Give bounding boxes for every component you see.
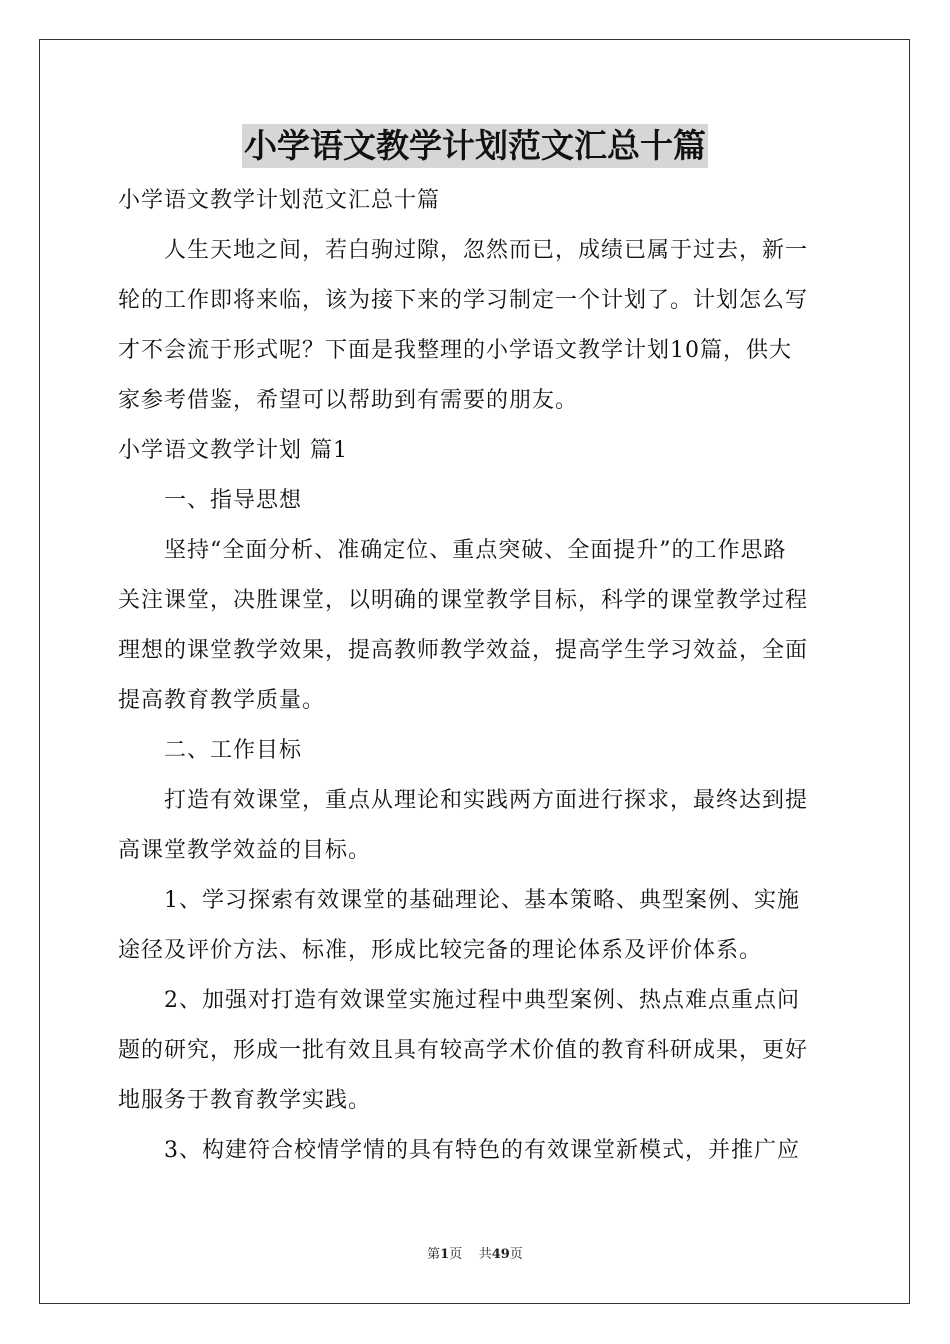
text-line: 人生天地之间，若白驹过隙，忽然而已，成绩已属于过去，新一 (164, 238, 809, 263)
page-number: 1 (440, 1247, 450, 1262)
total-pages: 49 (491, 1247, 510, 1262)
text-line: 提高教育教学质量。 (118, 688, 326, 713)
text-line: 理想的课堂教学效果，提高教师教学效益，提高学生学习效益，全面 (118, 638, 809, 663)
page-suffix: 页 (449, 1247, 463, 1262)
text-line: 坚持“全面分析、准确定位、重点突破、全面提升”的工作思路 (164, 538, 787, 563)
text-line: 2、加强对打造有效课堂实施过程中典型案例、热点难点重点问 (164, 988, 800, 1013)
page-footer (0, 1246, 950, 1264)
text-line: 一、指导思想 (164, 488, 303, 513)
text-line: 小学语文教学计划范文汇总十篇 (118, 188, 441, 213)
text-line: 小学语文教学计划 篇1 (118, 438, 348, 463)
total-prefix: 共 (478, 1247, 492, 1262)
page-prefix: 第 (427, 1247, 441, 1262)
document-title: 小学语文教学计划范文汇总十篇 (242, 124, 708, 168)
total-suffix: 页 (509, 1247, 523, 1262)
text-line: 轮的工作即将来临，该为接下来的学习制定一个计划了。计划怎么写 (118, 288, 809, 313)
text-line: 途径及评价方法、标准，形成比较完备的理论体系及评价体系。 (118, 938, 763, 963)
text-line: 高课堂教学效益的目标。 (118, 838, 372, 863)
title-container (0, 124, 950, 168)
text-line: 地服务于教育教学实践。 (118, 1088, 372, 1113)
text-line: 3、构建符合校情学情的具有特色的有效课堂新模式，并推广应 (164, 1138, 800, 1163)
text-line: 1、学习探索有效课堂的基础理论、基本策略、典型案例、实施 (164, 888, 800, 913)
text-line: 题的研究，形成一批有效且具有较高学术价值的教育科研成果，更好 (118, 1038, 809, 1063)
text-line: 打造有效课堂，重点从理论和实践两方面进行探求，最终达到提 (164, 788, 809, 813)
document-body (118, 176, 834, 1176)
text-line: 家参考借鉴，希望可以帮助到有需要的朋友。 (118, 388, 579, 413)
text-line: 才不会流于形式呢？下面是我整理的小学语文教学计划10篇，供大 (118, 338, 792, 363)
text-line: 二、工作目标 (164, 738, 303, 763)
text-line: 关注课堂，决胜课堂，以明确的课堂教学目标，科学的课堂教学过程 (118, 588, 809, 613)
